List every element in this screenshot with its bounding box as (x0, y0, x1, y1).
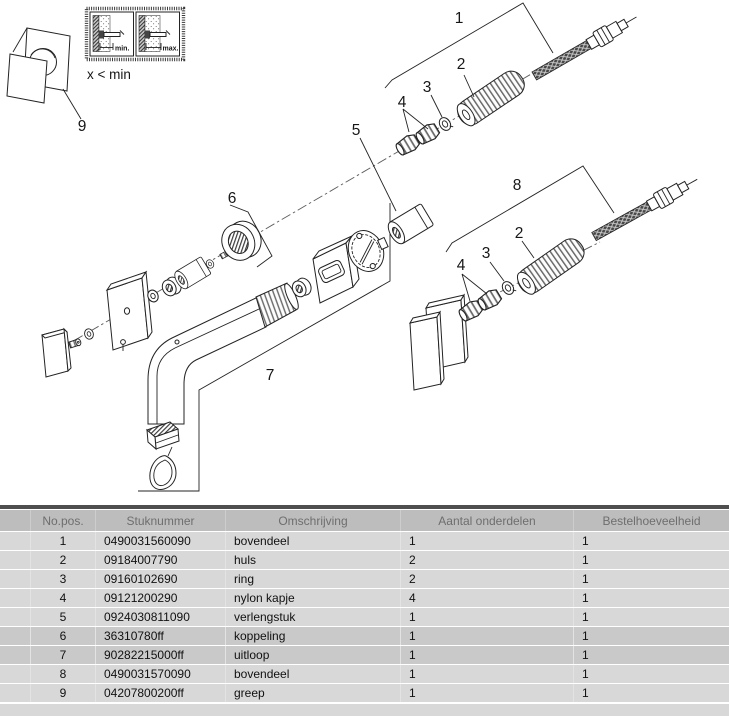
cell-pos: 9 (30, 684, 95, 702)
table-row-highlighted[interactable] (0, 646, 729, 664)
cell-pos: 5 (30, 608, 95, 626)
spacer-cell (0, 589, 30, 607)
spacer-cell (0, 684, 30, 702)
cell-stuknummer: 09121200290 (95, 589, 225, 607)
callout-6: 6 (227, 190, 237, 207)
cell-aantal: 1 (400, 627, 573, 645)
cell-bestel: 1 (573, 532, 729, 550)
installation-inset (87, 9, 184, 83)
callout-2a: 2 (456, 56, 466, 73)
cell-omschrijving: huls (225, 551, 400, 569)
inset-min-label: min. (115, 45, 130, 53)
callout-4b: 4 (456, 257, 466, 274)
col-header-pos: No.pos. (30, 510, 95, 531)
inset-caption: x < min (87, 67, 131, 82)
cell-bestel: 1 (573, 551, 729, 569)
spacer-cell (0, 646, 30, 664)
callout-7: 7 (265, 367, 275, 384)
table-row[interactable] (0, 665, 729, 683)
leader-3a (431, 95, 442, 117)
cell-bestel: 1 (573, 684, 729, 702)
cell-bestel: 1 (573, 589, 729, 607)
bracket-8 (446, 166, 614, 252)
cell-bestel: 1 (573, 646, 729, 664)
cell-bestel: 1 (573, 570, 729, 588)
wall-bracket-plates (410, 295, 468, 390)
callout-4a: 4 (397, 94, 407, 111)
cell-stuknummer: 36310780ff (95, 627, 225, 645)
col-header-bestel: Bestelhoeveelheid (573, 510, 729, 531)
table-footer-strip (0, 704, 729, 716)
cell-omschrijving: nylon kapje (225, 589, 400, 607)
inset-max-label: max. (162, 45, 179, 53)
spacer-cell (0, 627, 30, 645)
cell-aantal: 4 (400, 589, 573, 607)
table-row[interactable] (0, 570, 729, 588)
cell-aantal: 1 (400, 665, 573, 683)
inset-panel-max (136, 12, 180, 56)
spacer-cell (0, 608, 30, 626)
cell-stuknummer: 0490031570090 (95, 665, 225, 683)
cell-aantal: 1 (400, 608, 573, 626)
cell-aantal: 1 (400, 646, 573, 664)
cell-pos: 3 (30, 570, 95, 588)
callout-9: 9 (77, 118, 87, 135)
table-row[interactable] (0, 684, 729, 702)
part-uitloop (147, 282, 301, 489)
cell-bestel: 1 (573, 665, 729, 683)
callout-3b: 3 (481, 245, 491, 262)
spacer-cell (0, 570, 30, 588)
cell-omschrijving: verlengstuk (225, 608, 400, 626)
cell-stuknummer: 90282215000ff (95, 646, 225, 664)
leader-2b (522, 241, 534, 258)
table-header-row (0, 510, 729, 531)
parts-table-section (0, 505, 729, 716)
spout-mounting-parts (290, 223, 395, 303)
callout-2b: 2 (514, 225, 524, 242)
cell-pos: 2 (30, 551, 95, 569)
leader-2a (464, 75, 474, 97)
cell-omschrijving: koppeling (225, 627, 400, 645)
table-row[interactable] (0, 532, 729, 550)
cell-pos: 8 (30, 665, 95, 683)
spacer-cell (0, 551, 30, 569)
outlet-ring (150, 447, 176, 490)
col-header-omschrijving: Omschrijving (225, 510, 400, 531)
cell-pos: 1 (30, 532, 95, 550)
cell-aantal: 1 (400, 684, 573, 702)
handle-fastener-chain (42, 250, 231, 377)
cell-omschrijving: bovendeel (225, 532, 400, 550)
cell-omschrijving: ring (225, 570, 400, 588)
callout-3a: 3 (422, 79, 432, 96)
cell-aantal: 2 (400, 551, 573, 569)
cell-omschrijving: uitloop (225, 646, 400, 664)
cell-pos: 6 (30, 627, 95, 645)
spacer-header-cell (0, 510, 30, 531)
bracket-1 (385, 3, 553, 88)
cell-stuknummer: 04207800200ff (95, 684, 225, 702)
table-row-highlighted[interactable] (0, 627, 729, 645)
cell-stuknummer: 0924030811090 (95, 608, 225, 626)
cell-aantal: 1 (400, 532, 573, 550)
part-bovendeel-8 (457, 172, 702, 324)
leader-3b (490, 262, 504, 281)
callout-8: 8 (512, 177, 522, 194)
parts-table (0, 509, 729, 703)
part-verlengstuk (385, 203, 434, 246)
cell-bestel: 1 (573, 627, 729, 645)
cell-pos: 7 (30, 646, 95, 664)
part-greep (7, 28, 70, 103)
table-row[interactable] (0, 551, 729, 569)
cell-stuknummer: 09160102690 (95, 570, 225, 588)
table-row[interactable] (0, 608, 729, 626)
cell-omschrijving: bovendeel (225, 665, 400, 683)
cell-bestel: 1 (573, 608, 729, 626)
cell-stuknummer: 09184007790 (95, 551, 225, 569)
col-header-stuknummer: Stuknummer (95, 510, 225, 531)
callout-1: 1 (454, 10, 464, 27)
spacer-cell (0, 665, 30, 683)
leader-5 (360, 138, 396, 211)
inset-panel-min (90, 12, 134, 56)
cell-omschrijving: greep (225, 684, 400, 702)
spacer-cell (0, 532, 30, 550)
cell-stuknummer: 0490031560090 (95, 532, 225, 550)
table-row[interactable] (0, 589, 729, 607)
col-header-aantal: Aantal onderdelen (400, 510, 573, 531)
leader-9 (63, 89, 81, 119)
aerator (147, 422, 179, 449)
callout-5: 5 (351, 122, 361, 139)
cell-aantal: 2 (400, 570, 573, 588)
cell-pos: 4 (30, 589, 95, 607)
